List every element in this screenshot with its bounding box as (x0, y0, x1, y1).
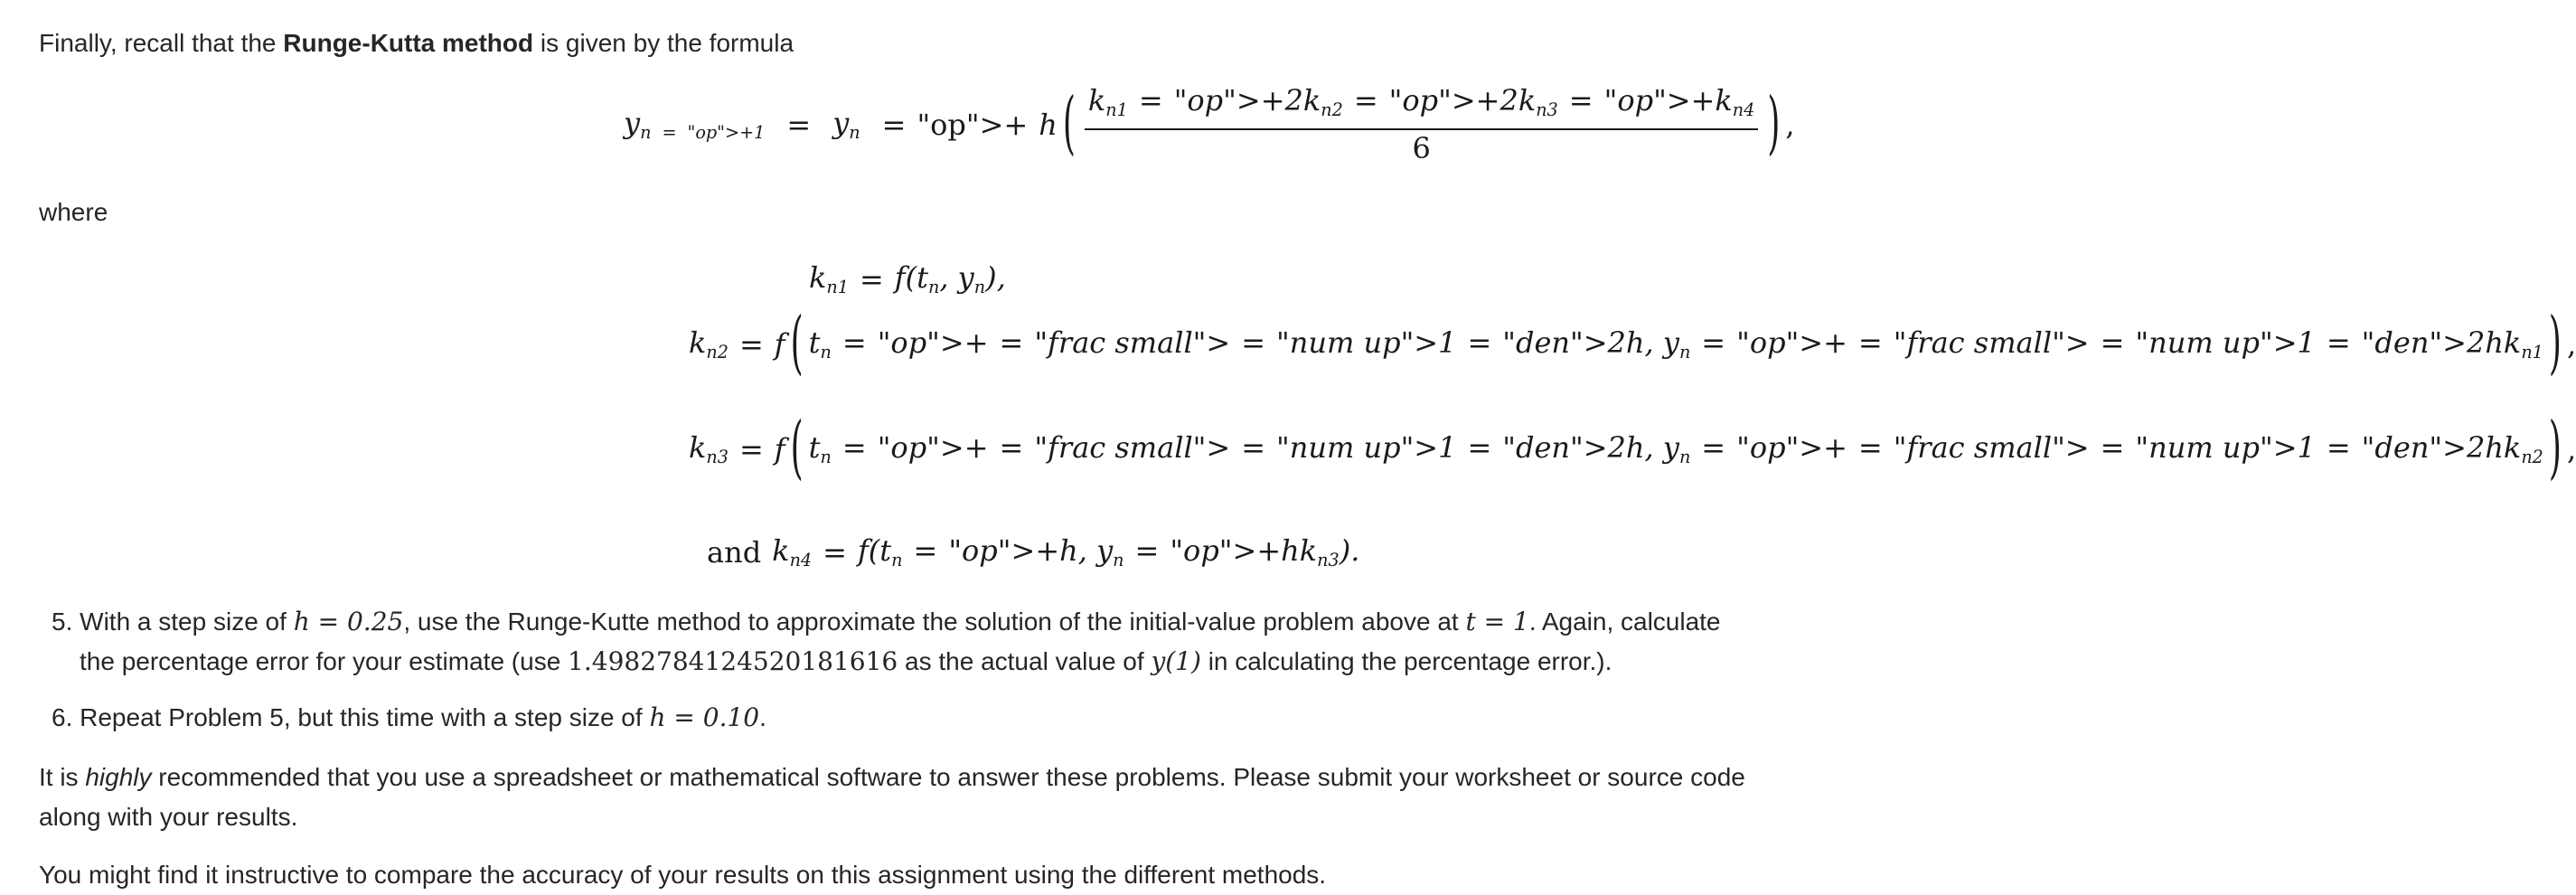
intro-paragraph (39, 24, 794, 63)
where-label: where (39, 198, 108, 226)
formula-yn: y (832, 106, 850, 140)
formula-y: y (624, 106, 641, 140)
recommend-text-line2: along with your results. (39, 803, 298, 831)
problem-text: as the actual value of (898, 647, 1152, 675)
closing-paragraph: You might find it instructive to compare the accuracy of your results on this assignment using the different methods. (39, 861, 1327, 889)
problem-number: 5. (52, 608, 73, 636)
fraction-numerator: $k_{n1}$ = "$op">+2k_{n2}$ = "$op">+2k_{n3}$ = "$op">+k_{n4}$ (1085, 84, 1758, 130)
problem-text: . (759, 703, 766, 731)
problem-text: Repeat Problem 5, but this time with a step size of (80, 703, 650, 731)
recommend-text: It is (39, 763, 86, 791)
recommendation-paragraph (39, 758, 1745, 837)
formula-plus: = "op">+ (881, 107, 1029, 142)
method-name: Runge-Kutta method (283, 29, 534, 57)
problem-5 (52, 602, 1721, 682)
formula-yn-sub: n (849, 122, 860, 143)
emphasis: highly (85, 763, 152, 791)
step-size: h = 0.25 (293, 607, 404, 636)
formula-fraction (1085, 84, 1758, 165)
formula-comma: , (1785, 107, 1795, 142)
problem-text: , use the Runge-Kutte method to approximate the solution of the initial-value problem above at (403, 608, 1466, 636)
problem-number: 6. (52, 703, 73, 731)
problem-6 (52, 698, 766, 738)
formula-equals: = (786, 107, 812, 142)
runge-kutta-formula (624, 84, 1795, 165)
problem-text: the percentage error for your estimate (use (80, 647, 569, 675)
kn4-rhs: $f(t_n$ = "op">+h, $y_n$ = "$op">+hk_{n3}$). (857, 533, 1360, 570)
kn2-equation: $k_{n2}$ = f ( $t_n$ = "op">+ = "frac small"> = "num up">1 = "den">2h, $y_n$ = "op">+ = "frac small"> = "num up">1 = "$den">2hk_{n1}$ ) , (689, 305, 2576, 383)
kn1-equation: $k_{n1}$ = $f(t_n$, $y_n$), (809, 260, 1006, 297)
left-paren: ( (1062, 85, 1076, 164)
fraction-denominator: 6 (1412, 131, 1431, 165)
problem-text: in calculating the percentage error.). (1200, 647, 1612, 675)
intro-text-end: is given by the formula (533, 29, 794, 57)
problem-text: With a step size of (80, 608, 294, 636)
formula-y-sub: n = "op">+1 (640, 122, 766, 143)
kn2-arguments: $t_n$ = "op">+ = "frac small"> = "num up">1 = "den">2h, $y_n$ = "op">+ = "frac small"> = "num up">1 = "$den">2hk_{n1}$ (808, 325, 2543, 363)
formula-h: h (1039, 107, 1058, 142)
kn4-and: and (707, 534, 762, 570)
recommend-text: recommended that you use a spreadsheet or mathematical software to answer these problems. Please submit your worksheet or source code (151, 763, 1745, 791)
intro-text: Finally, recall that the (39, 29, 284, 57)
actual-value: 1.4982784124520181616 (568, 646, 898, 676)
target-t: t = 1 (1465, 607, 1529, 636)
kn3-equation: $k_{n3}$ = f ( $t_n$ = "op">+ = "frac small"> = "num up">1 = "den">2h, $y_n$ = "op">+ = "frac small"> = "num up">1 = "$den">2hk_{n2}$ ) , (689, 410, 2576, 488)
step-size: h = 0.10 (649, 702, 760, 732)
y-of-1: y(1) (1151, 646, 1201, 676)
right-paren: ) (1767, 85, 1781, 164)
kn1-rhs: $f(t_n$, $y_n$), (894, 260, 1006, 297)
kn3-arguments: $t_n$ = "op">+ = "frac small"> = "num up">1 = "den">2h, $y_n$ = "op">+ = "frac small"> = "num up">1 = "$den">2hk_{n2}$ (808, 430, 2543, 467)
problem-text: . Again, calculate (1528, 608, 1721, 636)
kn4-equation: and $k_{n4}$ = $f(t_n$ = "op">+h, $y_n$ = "$op">+hk_{n3}$). (707, 533, 1360, 570)
